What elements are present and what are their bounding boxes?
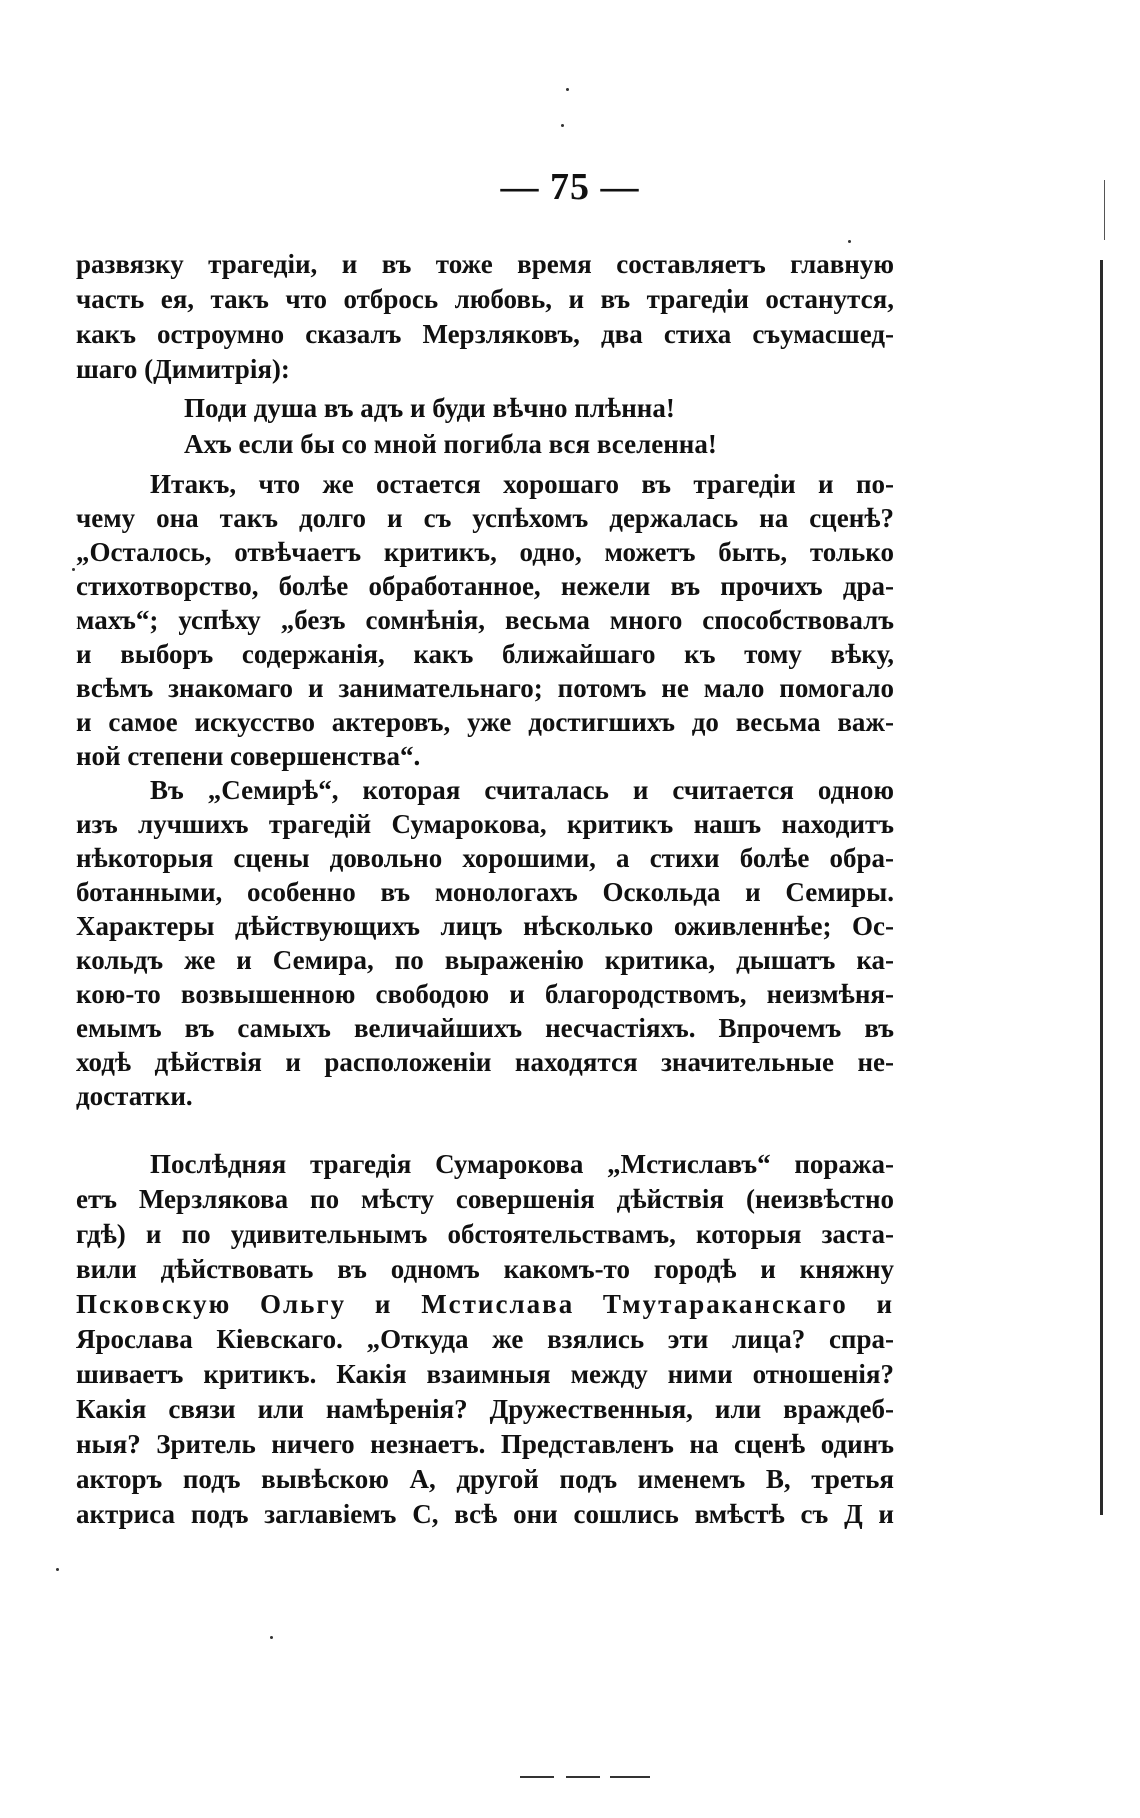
text-line: Итакъ, что же остается хорошаго въ трагедіи и по-: [150, 469, 894, 499]
text-line: махъ“; успѣху „безъ сомнѣнія, весьма много способствовалъ: [76, 605, 894, 635]
text-line: Псковскую Ольгу и Мстислава Тмутараканскаго и: [76, 1289, 894, 1319]
text-line: часть ея, такъ что отбрось любовь, и въ трагедіи останутся,: [76, 284, 894, 314]
text-line: и выборъ содержанія, какъ ближайшаго къ тому вѣку,: [76, 639, 894, 669]
text-line: Послѣдняя трагедія Сумарокова „Мстиславъ“ поража-: [150, 1149, 894, 1179]
page-edge-rule: [1100, 260, 1103, 1515]
scan-speck: [566, 88, 569, 91]
text-line: актриса подъ заглавіемъ С, всѣ они сошлись вмѣстѣ съ Д и: [76, 1499, 894, 1529]
scan-speck: [848, 240, 851, 243]
text-line: достатки.: [76, 1081, 193, 1111]
text-line: нѣкоторыя сцены довольно хорошими, а стихи болѣе обра-: [76, 843, 894, 873]
text-line: всѣмъ знакомаго и занимательнаго; потомъ не мало помогало: [76, 673, 894, 703]
footer-rule: [566, 1776, 600, 1778]
scan-speck: [561, 124, 564, 127]
verse-line: Поди душа въ адъ и буди вѣчно плѣнна!: [184, 393, 675, 423]
scan-speck: [270, 1636, 273, 1639]
text-line: вили дѣйствовать въ одномъ какомъ-то городѣ и княжну: [76, 1254, 894, 1284]
text-line: Какія связи или намѣренія? Дружественныя, или враждеб-: [76, 1394, 894, 1424]
footer-rule: [610, 1776, 650, 1778]
text-line: шаго (Димитрія):: [76, 354, 290, 384]
text-line: кольдъ же и Семира, по выраженію критика, дышатъ ка-: [76, 945, 894, 975]
scan-speck: [72, 568, 75, 571]
text-line: Характеры дѣйствующихъ лицъ нѣсколько оживленнѣе; Ос-: [76, 911, 894, 941]
text-line: стихотворство, болѣе обработанное, нежели въ прочихъ дра-: [76, 571, 894, 601]
verse-line: Ахъ если бы со мной погибла вся вселенна!: [184, 429, 717, 459]
footer-rule: [520, 1776, 554, 1778]
text-line: „Осталось, отвѣчаетъ критикъ, одно, можетъ быть, только: [76, 537, 894, 567]
text-line: кою-то возвышенною свободою и благородствомъ, неизмѣня-: [76, 979, 894, 1009]
scan-speck: [56, 1568, 59, 1571]
text-line: развязку трагедіи, и въ тоже время составляетъ главную: [76, 249, 894, 279]
text-line: ныя? Зритель ничего незнаетъ. Представленъ на сценѣ одинъ: [76, 1429, 894, 1459]
text-line: ной степени совершенства“.: [76, 741, 421, 771]
text-line: емымъ въ самыхъ величайшихъ несчастіяхъ. Впрочемъ въ: [76, 1013, 894, 1043]
text-line: какъ остроумно сказалъ Мерзляковъ, два стиха съумасшед-: [76, 319, 894, 349]
text-line: чему она такъ долго и съ успѣхомъ держалась на сценѣ?: [76, 503, 894, 533]
text-line: и самое искусство актеровъ, уже достигшихъ до весьма важ-: [76, 707, 894, 737]
text-line: ботанными, особенно въ монологахъ Оскольда и Семиры.: [76, 877, 894, 907]
text-line: етъ Мерзлякова по мѣсту совершенія дѣйствія (неизвѣстно: [76, 1184, 894, 1214]
page-number: — 75 —: [500, 166, 640, 208]
text-line: Ярослава Кіевскаго. „Откуда же взялись эти лица? спра-: [76, 1324, 894, 1354]
text-line: изъ лучшихъ трагедій Сумарокова, критикъ нашъ находитъ: [76, 809, 894, 839]
text-line: шиваетъ критикъ. Какія взаимныя между ними отношенія?: [76, 1359, 894, 1389]
text-line: гдѣ) и по удивительнымъ обстоятельствамъ, которыя заста-: [76, 1219, 894, 1249]
text-line: ходѣ дѣйствія и расположеніи находятся значительные не-: [76, 1047, 894, 1077]
text-line: акторъ подъ вывѣскою А, другой подъ именемъ В, третья: [76, 1464, 894, 1494]
text-line: Въ „Семирѣ“, которая считалась и считается одною: [150, 775, 894, 805]
page-edge-rule: [1104, 180, 1105, 240]
